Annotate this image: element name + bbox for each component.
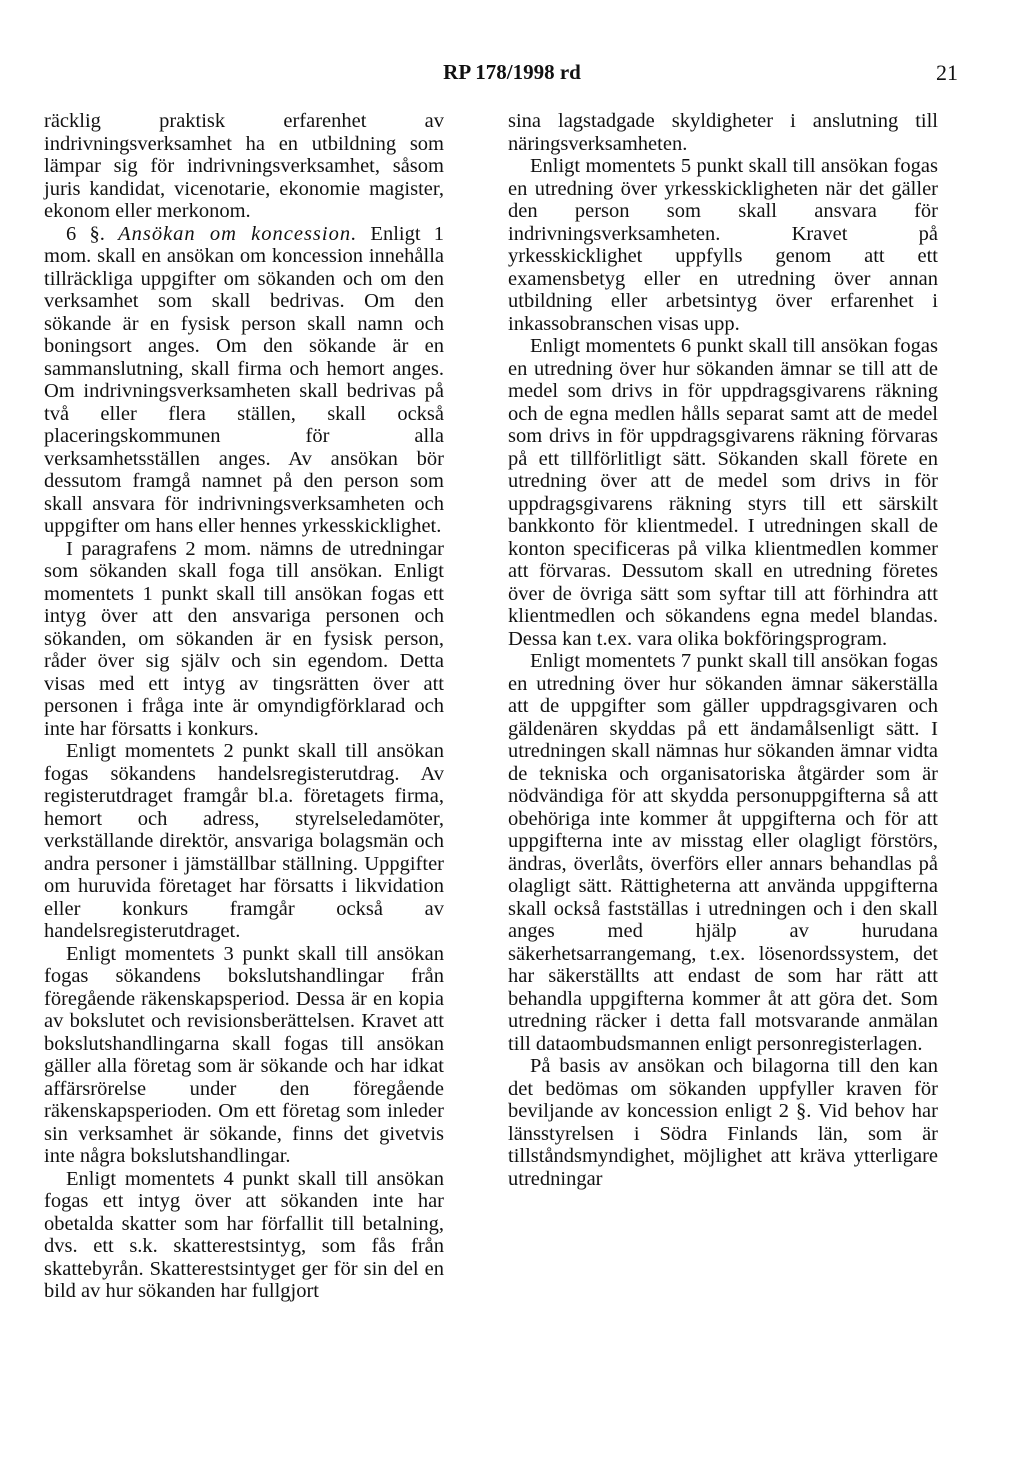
running-head: RP 178/1998 rd xyxy=(443,60,581,84)
right-column xyxy=(508,110,938,1190)
paragraph: Enligt momentets 6 punkt skall till ansökan fogas en utredning över hur sökanden ämnar se till att de medel som drivs in för uppdragsgivarens räkning och de egna medlen hålls separat samt att de medel som drivs in för uppdragsgivarens räkning förvaras på ett tillförlitligt sätt. Sökanden skall förete en utredning över att de medel som drivs in för uppdragsgivarens räkning styrs till ett särskilt bankkonto för klientmedel. I utredningen skall de konton specificeras på vilka klientmedlen kommer att förvaras. Dessutom skall en utredning företes över de övriga sätt som syftar till att förhindra att klientmedlen och sökandens egna medel blandas. Dessa kan t.ex. vara olika bokföringsprogram. xyxy=(508,335,938,650)
section-paragraph xyxy=(44,223,444,538)
page-number: 21 xyxy=(936,60,958,85)
paragraph: På basis av ansökan och bilagorna till den kan det bedömas om sökanden uppfyller kraven för beviljande av koncession enligt 2 §. Vid behov har länsstyrelsen i Södra Finlands län, som är tillståndsmyndighet, möjlighet att kräva ytterligare utredningar xyxy=(508,1055,938,1190)
page-header xyxy=(0,60,1024,90)
paragraph: sina lagstadgade skyldigheter i anslutning till näringsverksamheten. xyxy=(508,110,938,155)
section-number: 6 §. xyxy=(66,222,119,245)
section-text: Enligt 1 mom. skall en ansökan om koncession innehålla tillräckliga uppgifter om sökanden och om den verksamhet som skall bedrivas. Om den sökande är en fysisk person skall namn och boningsort anges. Om den sökande är en sammanslutning, skall firma och hemort anges. Om indrivningsverksamheten skall bedrivas på två eller flera ställen, skall också placeringskommunen för alla verksamhetsställen anges. Av ansökan bör dessutom framgå namnet på den person som skall ansvara för indrivningsverksamheten och uppgifter om hans eller hennes yrkesskicklighet. xyxy=(44,222,445,537)
paragraph: I paragrafens 2 mom. nämns de utredningar som sökanden skall foga till ansökan. Enligt momentets 1 punkt skall till ansökan fogas ett intyg över att den ansvariga personen och sökanden, om sökanden är en fysisk person, råder över sig själv och sin egendom. Detta visas med ett intyg av tingsrätten över att personen i fråga inte är omyndigförklarad och inte har försatts i konkurs. xyxy=(44,537,444,740)
paragraph: Enligt momentets 3 punkt skall till ansökan fogas sökandens bokslutshandlingar från föregående räkenskapsperiod. Dessa är en kopia av bokslutet och revisionsberättelsen. Kravet att bokslutshandlingarna skall fogas till ansökan gäller alla företag som är sökande och har idkat affärsrörelse under den föregående räkenskapsperioden. Om ett företag som inleder sin verksamhet är sökande, finns det givetvis inte några bokslutshandlingar. xyxy=(44,942,444,1167)
paragraph: Enligt momentets 7 punkt skall till ansökan fogas en utredning över hur sökanden ämnar säkerställa att de uppgifter som gäller uppdragsgivaren och gäldenären skyddas på ett ändamålsenligt sätt. I utredningen skall nämnas hur sökanden ämnar vidta de tekniska och organisatoriska åtgärder som är nödvändiga för att skydda personuppgifterna så att obehöriga inte kommer åt uppgifterna och för att uppgifterna inte av misstag eller olagligt förstörs, ändras, överlåts, överförs eller annars behandlas på olagligt sätt. Rättigheterna att använda uppgifterna skall också fastställas i utredningen och i den skall anges med hjälp av hurudana säkerhetsarrangemang, t.ex. lösenordssystem, det har säkerställts att endast de som har rätt att behandla uppgifterna kommer åt att göra det. Som utredning räcker i detta fall motsvarande anmälan till dataombudsmannen enligt personregisterlagen. xyxy=(508,650,938,1055)
paragraph: Enligt momentets 4 punkt skall till ansökan fogas ett intyg över att sökanden inte har obetalda skatter som har förfallit till betalning, dvs. ett s.k. skatterestsintyg, som fås från skattebyrån. Skatterestsintyget ger för sin del en bild av hur sökanden har fullgjort xyxy=(44,1167,444,1302)
section-title: Ansökan om koncession. xyxy=(118,222,358,245)
left-column xyxy=(44,110,444,1303)
paragraph: Enligt momentets 5 punkt skall till ansökan fogas en utredning över yrkesskickligheten när det gäller den person som skall ansvara för indrivningsverksamheten. Kravet på yrkesskicklighet uppfylls genom att ett examensbetyg eller en utredning över annan utbildning eller arbetsintyg över erfarenhet i inkassobranschen visas upp. xyxy=(508,155,938,335)
paragraph: räcklig praktisk erfarenhet av indrivningsverksamhet ha en utbildning som lämpar sig för indrivningsverksamhet, såsom juris kandidat, vicenotarie, ekonomie magister, ekonom eller merkonom. xyxy=(44,110,444,222)
paragraph: Enligt momentets 2 punkt skall till ansökan fogas sökandens handelsregisterutdrag. Av registerutdraget framgår bl.a. företagets firma, hemort och adress, styrelseledamöter, verkställande direktör, ansvariga bolagsmän och andra personer i jämställbar ställning. Uppgifter om huruvida företaget har försatts i likvidation eller konkurs framgår också av handelsregisterutdraget. xyxy=(44,740,444,942)
